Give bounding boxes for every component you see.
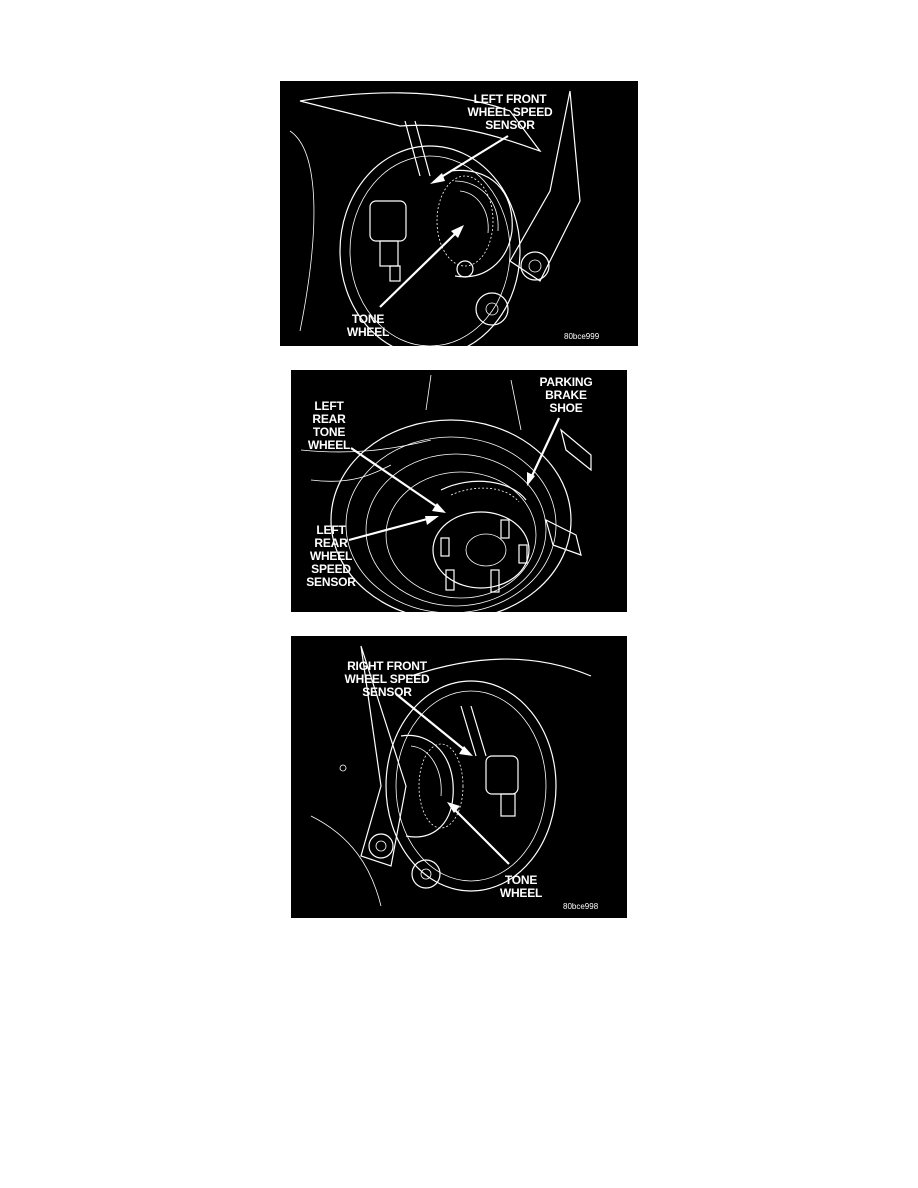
figure-left-rear-sensor — [291, 370, 627, 612]
figure-code-80bce998: 80bce998 — [563, 902, 599, 911]
left-front-tone-wheel-label: TONE WHEEL — [346, 312, 390, 339]
left-front-sensor-label: LEFT FRONT WHEEL SPEED SENSOR — [467, 92, 553, 132]
left-rear-tone-wheel-label: LEFT REAR TONE WHEEL — [307, 399, 351, 452]
figure-right-front-sensor — [291, 636, 627, 918]
right-front-tone-wheel-label: TONE WHEEL — [499, 873, 543, 900]
parking-brake-shoe-label: PARKING BRAKE SHOE — [539, 375, 593, 415]
figure-code-80bce999: 80bce999 — [564, 332, 600, 341]
right-front-sensor-label: RIGHT FRONT WHEEL SPEED SENSOR — [344, 659, 430, 699]
left-rear-sensor-label: LEFT REAR WHEEL SPEED SENSOR — [306, 523, 356, 589]
figure-left-front-sensor — [280, 81, 638, 346]
